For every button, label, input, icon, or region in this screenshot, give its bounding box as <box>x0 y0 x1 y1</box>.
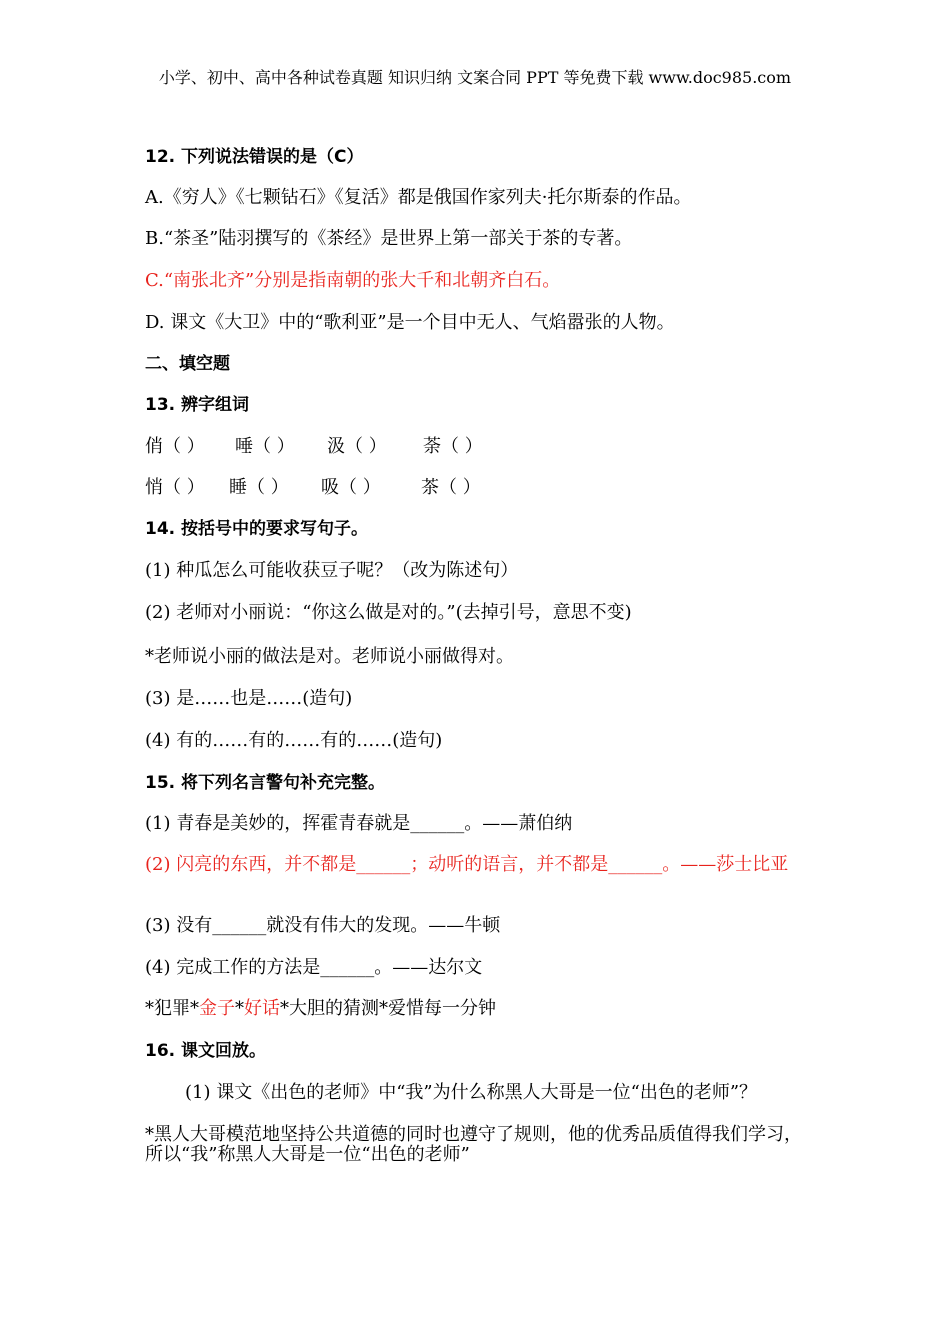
q12-option-b: B.“茶圣”陆羽撰写的《茶经》是世界上第一部关于茶的专著。 <box>145 228 633 249</box>
q16-answer: *黑人大哥模范地坚持公共道德的同时也遵守了规则，他的优秀品质值得我们学习，所以“我”称黑人大哥是一位“出色的老师” <box>145 1124 802 1165</box>
q15-item: (4) 完成工作的方法是______。——达尔文 <box>145 957 483 978</box>
q12-option-c: C.“南张北齐”分别是指南朝的张大千和北朝齐白石。 <box>145 270 561 291</box>
q14-item: (4) 有的……有的……有的……(造句) <box>145 730 443 751</box>
q13-row1-item: 俏（ ） <box>145 436 205 457</box>
q13-row2-item: 睡（ ） <box>229 477 289 498</box>
q14-item: (2) 老师对小丽说：“你这么做是对的。”(去掉引号，意思不变) <box>145 602 632 623</box>
q13-row2-item: 悄（ ） <box>145 477 205 498</box>
q13-row2-item: 茶（ ） <box>421 477 481 498</box>
q14-item: (3) 是……也是……(造句) <box>145 688 353 709</box>
section-fill-blank-title: 二、填空题 <box>145 354 230 374</box>
q13-row2 <box>145 477 481 499</box>
q13-row2-item: 吸（ ） <box>321 477 381 498</box>
q15-answer-part: *犯罪* <box>145 998 199 1019</box>
q13-row1-item: 汲（ ） <box>327 436 387 457</box>
q16-question: (1) 课文《出色的老师》中“我”为什么称黑人大哥是一位“出色的老师”？ <box>185 1082 758 1103</box>
q15-item: (3) 没有______就没有伟大的发现。——牛顿 <box>145 915 501 936</box>
q16-title: 16. 课文回放。 <box>145 1041 267 1061</box>
q13-title: 13. 辨字组词 <box>145 395 250 415</box>
q15-answer-part-highlighted: 好话 <box>244 998 280 1019</box>
q15-answer-part: *大胆的猜测*爱惜每一分钟 <box>280 998 496 1019</box>
q12-title: 12. 下列说法错误的是（C） <box>145 147 364 167</box>
q14-title: 14. 按括号中的要求写句子。 <box>145 519 369 539</box>
q12-option-d: D. 课文《大卫》中的“歌利亚”是一个目中无人、气焰嚣张的人物。 <box>145 312 675 333</box>
q15-answer-part-highlighted: 金子 <box>199 998 235 1019</box>
page-header: 小学、初中、高中各种试卷真题 知识归纳 文案合同 PPT 等免费下载 www.doc985.com <box>158 68 792 87</box>
q13-row1-item: 荼（ ） <box>423 436 483 457</box>
q14-item: (1) 种瓜怎么可能收获豆子呢？（改为陈述句） <box>145 560 519 581</box>
q15-answer-part: * <box>235 998 244 1019</box>
q12-option-a: A.《穷人》《七颗钻石》《复活》都是俄国作家列夫·托尔斯泰的作品。 <box>145 187 692 208</box>
q13-row1-item: 唾（ ） <box>235 436 295 457</box>
q15-item-highlighted: (2) 闪亮的东西，并不都是______；动听的语言，并不都是______。——莎士比亚 <box>145 854 789 875</box>
q13-row1 <box>145 436 483 458</box>
q15-answer <box>145 998 496 1020</box>
q15-title: 15. 将下列名言警句补充完整。 <box>145 773 386 793</box>
q14-answer: *老师说小丽的做法是对。老师说小丽做得对。 <box>145 646 514 667</box>
q15-item: (1) 青春是美妙的，挥霍青春就是______。——萧伯纳 <box>145 813 573 834</box>
